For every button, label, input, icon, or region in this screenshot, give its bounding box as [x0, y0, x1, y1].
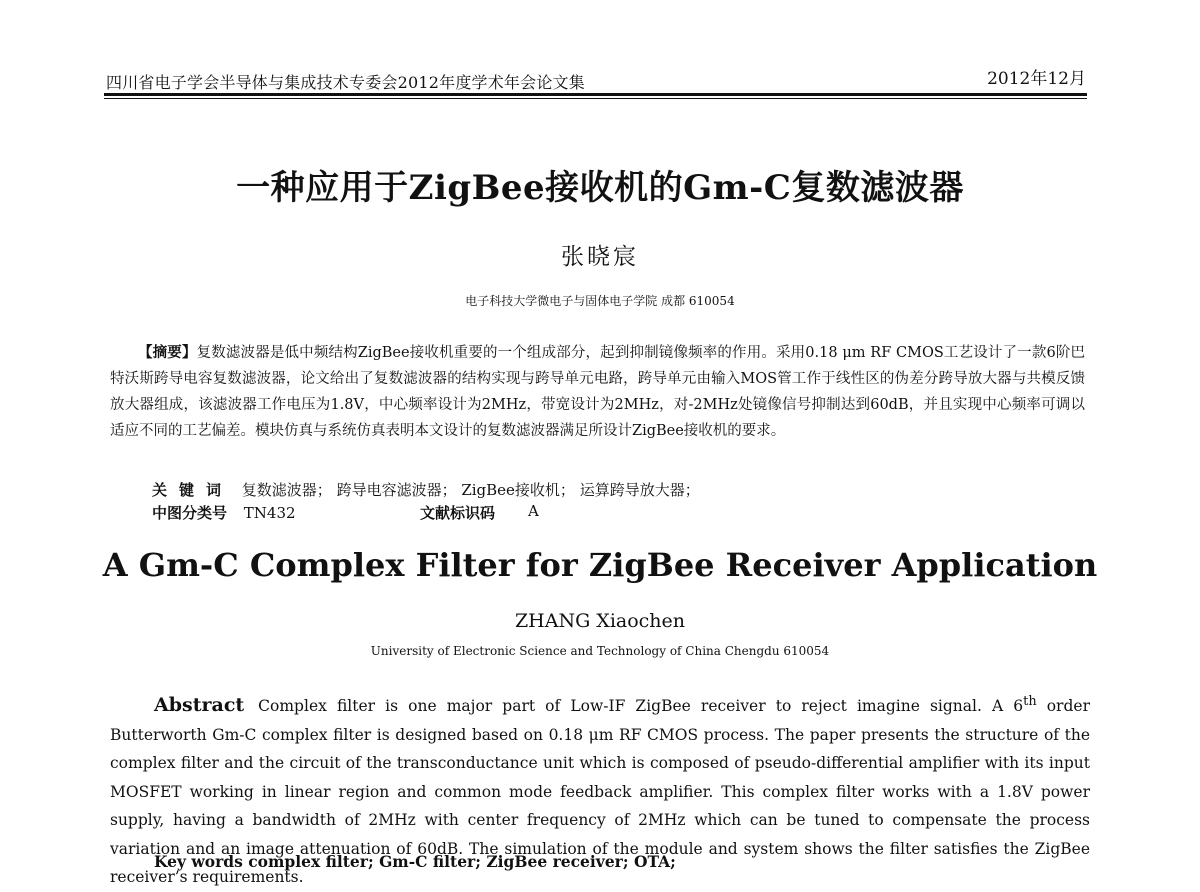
abstract-en-label: Abstract	[154, 694, 245, 717]
header-date: 2012年12月	[987, 69, 1086, 89]
affiliation-en: University of Electronic Science and Technology of China Chengdu 610054	[370, 644, 830, 658]
author-en: ZHANG Xiaochen	[514, 610, 686, 632]
affiliation-cn: 电子科技大学微电子与固体电子学院 成都 610054	[465, 294, 735, 308]
journal-header: 四川省电子学会半导体与集成技术专委会2012年度学术年会论文集	[106, 73, 585, 92]
keywords-cn-text: 复数滤波器； 跨导电容滤波器； ZigBee接收机； 运算跨导放大器；	[241, 481, 700, 499]
abstract-en-text-2: order Butterworth Gm-C complex filter is designed based on 0.18 μm RF CMOS process. The paper presents the structure of the complex filter and the circuit of the transconductance unit which is composed of pseudo-differential amplifier with its input MOSFET working in linear region and common mode feedback amplifier. This complex filter works with a 1.8V power supply, having a bandwidth of 2MHz with center frequency of 2MHz which can be tuned to compensate the process variation and an image attenuation of 60dB. The simulation of the module and system shows the filter satisfies the ZigBee receiver’s requirements.	[110, 697, 1090, 887]
paper-title-en: A Gm-C Complex Filter for ZigBee Receiver Application	[102, 546, 1098, 584]
abstract-cn-text: 复数滤波器是低中频结构ZigBee接收机重要的一个组成部分，起到抑制镜像频率的作用。采用0.18 μm RF CMOS工艺设计了一款6阶巴特沃斯跨导电容复数滤波器，论文给出了复数滤波器的结构实现与跨导单元电路，跨导单元由输入MOS管工作于线性区的伪差分跨导放大器与共模反馈放大器组成，该滤波器工作电压为1.8V，中心频率设计为2MHz，带宽设计为2MHz，对-2MHz处镜像信号抑制达到60dB，并且实现中心频率可调以适应不同的工艺偏差。模块仿真与系统仿真表明本文设计的复数滤波器满足所设计ZigBee接收机的要求。	[110, 345, 1086, 439]
doc-code-value: A	[528, 502, 539, 520]
keywords-cn-label: 关键词	[152, 481, 234, 499]
classification-label: 中图分类号	[152, 504, 228, 522]
doc-code-label: 文献标识码	[420, 504, 496, 522]
abstract-en-text-1: Complex filter is one major part of Low-IF ZigBee receiver to reject imagine signal. A 6	[258, 697, 1024, 716]
keywords-en: Key words complex filter; Gm-C filter; ZigBee receiver; OTA;	[154, 852, 676, 871]
keywords-cn	[152, 479, 700, 500]
author-cn: 张晓宸	[561, 244, 639, 270]
header-rule	[104, 93, 1087, 99]
abstract-cn-label: 【摘要】	[138, 344, 197, 361]
paper-title-cn: 一种应用于ZigBee接收机的Gm-C复数滤波器	[236, 168, 964, 208]
abstract-cn	[110, 340, 1085, 444]
classification-row	[152, 502, 852, 523]
classification-value: TN432	[243, 504, 296, 522]
abstract-en-sup: th	[1023, 694, 1037, 709]
